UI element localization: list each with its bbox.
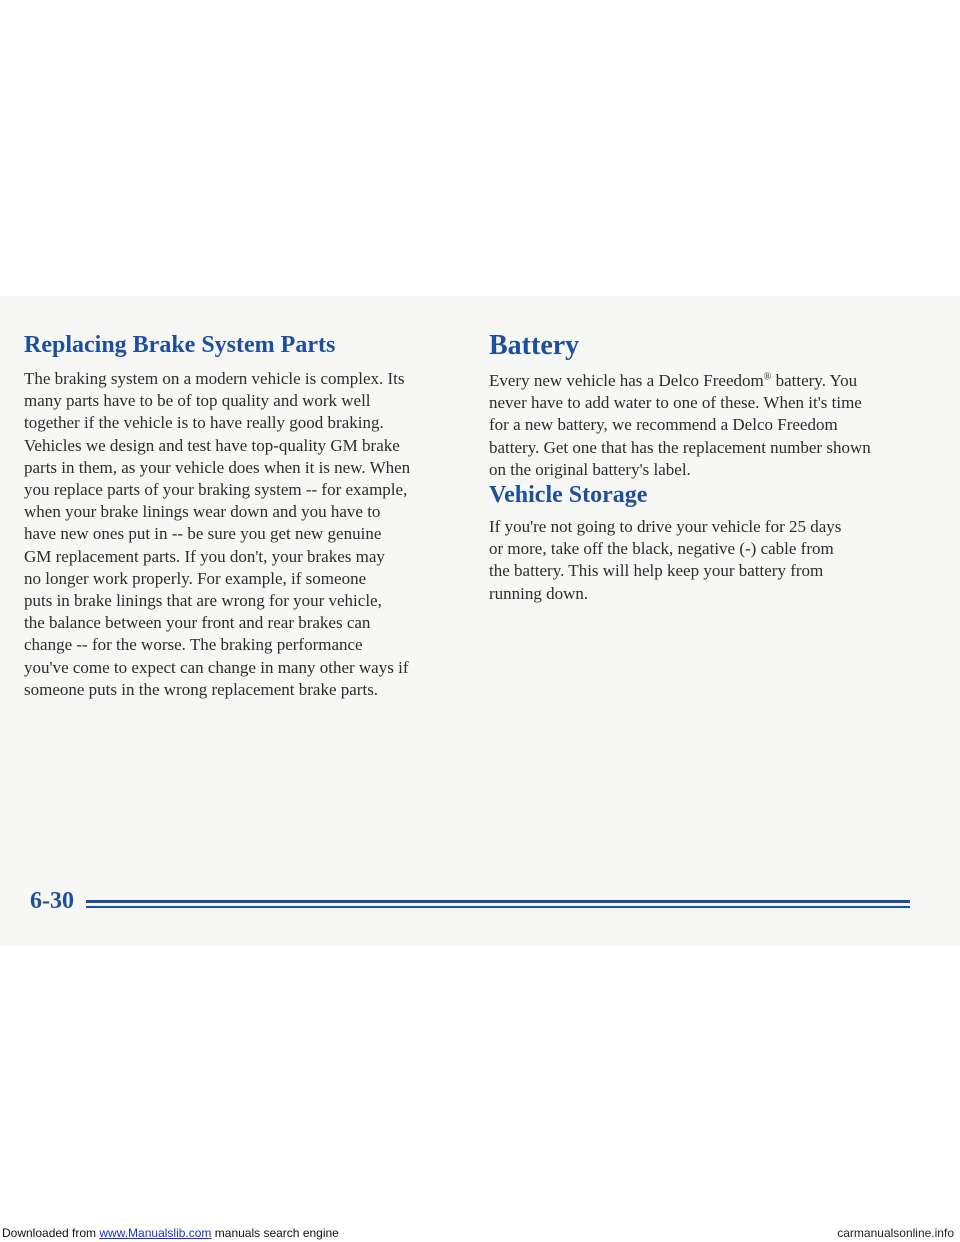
paragraph-line: [489, 370, 871, 392]
paragraph-line: If you're not going to drive your vehicle for 25 days: [489, 517, 842, 536]
download-notice: [2, 1226, 339, 1240]
paragraph-line: when your brake linings wear down and you have to: [24, 502, 381, 522]
battery-heading: Battery: [489, 330, 580, 361]
paragraph-line: you've come to expect can change in many other ways if: [24, 657, 409, 677]
source-watermark: carmanualsonline.info: [837, 1226, 954, 1240]
page-number: 6-30: [30, 888, 74, 914]
battery-line-end: battery. You: [771, 371, 858, 390]
paragraph-line: the balance between your front and rear brakes can: [24, 613, 371, 633]
paragraph-line: puts in brake linings that are wrong for your vehicle,: [24, 591, 382, 611]
footer-rule-thick: [86, 900, 910, 903]
paragraph-line: you replace parts of your braking system -- for example,: [24, 480, 408, 500]
paragraph-line: battery. Get one that has the replacement number shown: [489, 437, 871, 457]
battery-paragraph: [489, 370, 871, 481]
paragraph-line: The braking system on a modern vehicle is complex. Its: [24, 369, 405, 388]
paragraph-line: Vehicles we design and test have top-quality GM brake: [24, 435, 400, 455]
manual-page: [0, 296, 960, 946]
download-suffix: manuals search engine: [211, 1226, 339, 1240]
registered-mark: ®: [763, 371, 772, 383]
paragraph-line: on the original battery's label.: [489, 459, 691, 479]
paragraph-line: change -- for the worse. The braking performance: [24, 635, 363, 655]
paragraph-line: the battery. This will help keep your battery from: [489, 561, 824, 581]
paragraph-line: many parts have to be of top quality and work well: [24, 391, 371, 411]
paragraph-line: running down.: [489, 583, 589, 603]
paragraph-line: for a new battery, we recommend a Delco Freedom: [489, 415, 838, 435]
brake-parts-paragraph: [24, 368, 410, 701]
download-prefix: Downloaded from: [2, 1226, 100, 1240]
paragraph-line: someone puts in the wrong replacement brake parts.: [24, 679, 379, 699]
vehicle-storage-heading: Vehicle Storage: [489, 482, 648, 508]
footer-rule-thin: [86, 906, 910, 908]
paragraph-line: parts in them, as your vehicle does when it is new. When: [24, 457, 411, 477]
brake-parts-heading: Replacing Brake System Parts: [24, 332, 336, 358]
download-bar: [0, 1224, 960, 1242]
battery-line-start: Every new vehicle has a Delco Freedom: [489, 371, 764, 390]
page-footer: [0, 888, 960, 928]
vehicle-storage-paragraph: [489, 516, 841, 605]
paragraph-line: together if the vehicle is to have really good braking.: [24, 413, 384, 433]
paragraph-line: GM replacement parts. If you don't, your brakes may: [24, 546, 385, 566]
paragraph-line: no longer work properly. For example, if someone: [24, 568, 367, 588]
manualslib-link[interactable]: www.Manualslib.com: [99, 1226, 212, 1240]
paragraph-line: have new ones put in -- be sure you get new genuine: [24, 524, 382, 544]
paragraph-line: or more, take off the black, negative (-) cable from: [489, 539, 834, 559]
paragraph-line: never have to add water to one of these. When it's time: [489, 393, 862, 413]
